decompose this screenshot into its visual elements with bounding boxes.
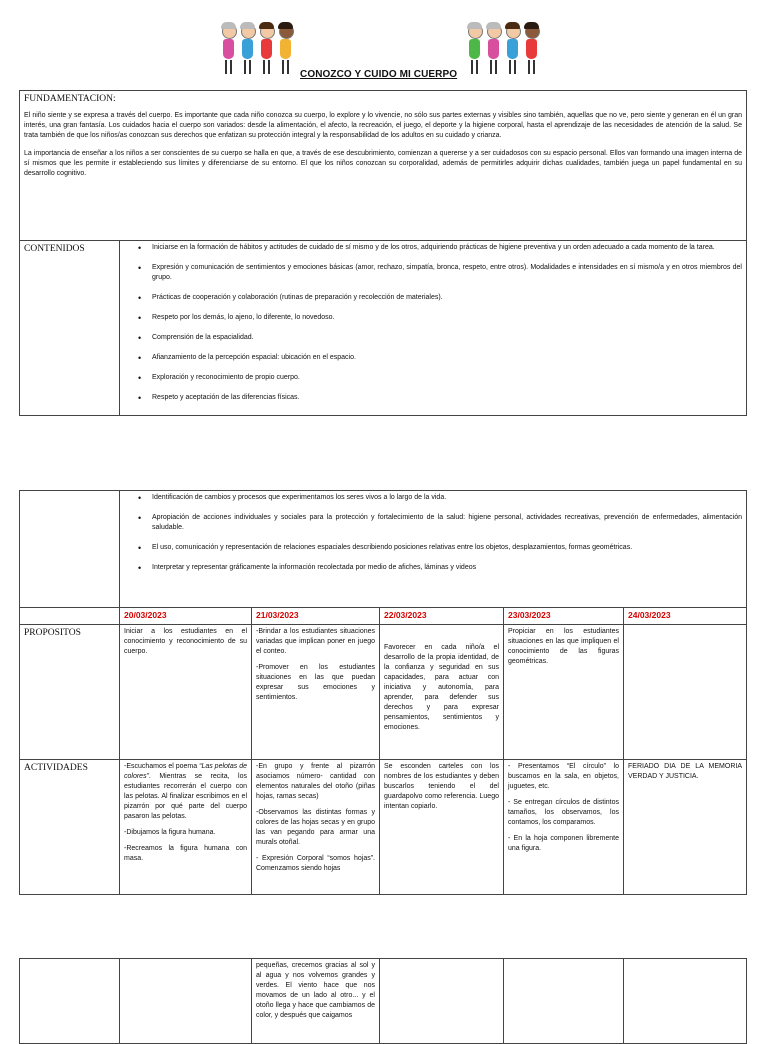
proposito-text: Iniciar a los estudiantes en el conocimiento y reconocimiento de su cuerpo. bbox=[124, 628, 247, 655]
child-figure bbox=[220, 24, 237, 80]
contenidos-cell bbox=[120, 241, 747, 416]
contenidos-label: CONTENIDOS bbox=[20, 241, 120, 416]
actividad-text: - Se entregan círculos de distintos tamaños, los observamos, los contamos, los comparamos. bbox=[508, 799, 619, 826]
actividad-text: - Presentamos “El círculo” lo buscamos en la sala, en objetos, juguetes, etc. bbox=[508, 763, 619, 790]
actividad-text: FERIADO DIA DE LA MEMORIA VERDAD Y JUSTICIA. bbox=[628, 763, 742, 780]
empty-cell bbox=[504, 959, 624, 1044]
actividad-cell bbox=[380, 760, 504, 895]
proposito-cell bbox=[380, 625, 504, 760]
empty-date-label bbox=[20, 608, 120, 625]
list-item: • Iniciarse en la formación de hábitos y actitudes de cuidado de sí mismo y de los otros, adquiriendo prácticas de higiene preventiva y un orden adecuado a cada momento de la tarea. bbox=[152, 243, 742, 253]
actividad-text: Se esconden carteles con los nombres de los estudiantes y deben buscarlos teniendo el del guardapolvo como referencia. Luego intentan copiarlo. bbox=[384, 763, 499, 810]
list-item: • Interpretar y representar gráficamente la información recolectada por medio de afiches, láminas y videos bbox=[152, 563, 742, 573]
list-item: • Afianzamiento de la percepción espacial: ubicación en el espacio. bbox=[152, 353, 742, 363]
page-title: CONOZCO Y CUIDO MI CUERPO bbox=[300, 69, 458, 80]
child-figure bbox=[258, 24, 275, 80]
empty-cell bbox=[380, 959, 504, 1044]
child-figure bbox=[239, 24, 256, 80]
fundamentacion-paragraph: La importancia de enseñar a los niños a ser conscientes de su cuerpo se halla en que, a través de ese descubrimiento, comienzan a quererse y a ser cuidadosos con su espacio personal. Ellos van formando una imagen interna de sí mismos que les permite ir estableciendo sus límites y diferenciarse de su entorno. El que los niños conozcan su corporalidad, además de permitirles adquirir dichas cualidades, también juega un papel fundamental en su desarrollo cognitivo. bbox=[24, 150, 742, 177]
actividad-text: pequeñas, crecemos gracias al sol y al agua y nos volvemos grandes y verdes. El viento hace que nos movamos de un lado al otro... y el otoño llega y hace que cambiamos de color, y después que caigamos bbox=[256, 962, 375, 1019]
actividades-label: ACTIVIDADES bbox=[20, 760, 120, 895]
date-header: 20/03/2023 bbox=[120, 608, 252, 625]
actividad-text: - En la hoja componen libremente una figura. bbox=[508, 835, 619, 852]
planning-table-2 bbox=[19, 490, 747, 895]
proposito-cell bbox=[504, 625, 624, 760]
proposito-cell bbox=[624, 625, 747, 760]
child-figure bbox=[485, 24, 502, 80]
poem-title: “Las pelotas de colores” bbox=[124, 763, 247, 780]
empty-cell bbox=[120, 959, 252, 1044]
list-item: • Exploración y reconocimiento de propio cuerpo. bbox=[152, 373, 742, 383]
empty-cell bbox=[624, 959, 747, 1044]
proposito-text: -Promover en los estudiantes situaciones en las que puedan expresar sus emociones y sentimientos. bbox=[256, 664, 375, 701]
child-figure bbox=[277, 24, 294, 80]
proposito-cell bbox=[252, 625, 380, 760]
proposito-text: Propiciar en los estudiantes situaciones en las que impliquen el conocimiento de las figuras geométricas. bbox=[508, 628, 619, 665]
date-header: 21/03/2023 bbox=[252, 608, 380, 625]
list-item: • El uso, comunicación y representación de relaciones espaciales describiendo posiciones relativas entre los objetos, desplazamientos, formas geométricas. bbox=[152, 543, 742, 553]
date-header: 22/03/2023 bbox=[380, 608, 504, 625]
actividad-text bbox=[124, 762, 247, 822]
child-figure bbox=[466, 24, 483, 80]
empty-label-cell bbox=[20, 959, 120, 1044]
actividad-cell bbox=[252, 760, 380, 895]
actividad-text: -Recreamos la figura humana con masa. bbox=[124, 845, 247, 862]
actividad-text: -En grupo y frente al pizarrón asociamos número- cantidad con elementos naturales del otoño (piñas hojas, ramas secas) bbox=[256, 763, 375, 800]
planning-table-3 bbox=[19, 958, 747, 1044]
child-figure bbox=[504, 24, 521, 80]
contenidos-continued-list bbox=[124, 493, 742, 573]
actividad-text-end: . Mientras se recita, los estudiantes recorrerán el cuerpo con las pelotas. Al finalizar escribimos en el pizarrón por qué parte del cuerpo pasaron las pelotas. bbox=[124, 773, 247, 820]
date-header: 24/03/2023 bbox=[624, 608, 747, 625]
kids-illustration-left bbox=[220, 24, 294, 80]
actividad-cell bbox=[120, 760, 252, 895]
actividad-text: -Dibujamos la figura humana. bbox=[124, 829, 216, 836]
empty-label-cell bbox=[20, 491, 120, 608]
planning-table-1 bbox=[19, 90, 747, 416]
contenidos-continued-cell bbox=[120, 491, 747, 608]
list-item: • Prácticas de cooperación y colaboración (rutinas de preparación y recolección de materiales). bbox=[152, 293, 742, 303]
proposito-text: Favorecer en cada niño/a el desarrollo de la propia identidad, de la confianza y seguridad en sus capacidades, para actuar con iniciativa y autonomía, para aprender, para defender sus derechos y para expresar pensamientos, sentimientos y emociones. bbox=[384, 644, 499, 731]
actividad-continuation-cell bbox=[252, 959, 380, 1044]
contenidos-list bbox=[124, 243, 742, 403]
actividad-cell bbox=[624, 760, 747, 895]
actividad-text: -Observamos las distintas formas y colores de las hojas secas y en grupo las van pegando para armar una murals otoñal. bbox=[256, 809, 375, 846]
child-figure bbox=[523, 24, 540, 80]
list-item: • Respeto por los demás, lo ajeno, lo diferente, lo novedoso. bbox=[152, 313, 742, 323]
actividad-cell bbox=[504, 760, 624, 895]
list-item: • Identificación de cambios y procesos que experimentamos los seres vivos a lo largo de la vida. bbox=[152, 493, 742, 503]
actividad-text: - Expresión Corporal “somos hojas”. Comenzamos siendo hojas bbox=[256, 855, 375, 872]
propositos-label: PROPOSITOS bbox=[20, 625, 120, 760]
fundamentacion-paragraph: El niño siente y se expresa a través del cuerpo. Es importante que cada niño conozca su cuerpo, lo explore y lo vivencie, no sólo sus partes externas y visibles sino también, aquellas que no ve, pero siente y generan en él un gran interés, una gran fantasía. Los cuidados hacia el cuerpo son variados: desde la alimentación, el afecto, la recreación, el juego, el deporte y la higiene corporal, hasta el aprendizaje de las necesidades de atención de la salud. Se trata también de que los niños/as conozcan sus derechos que enfatizan su protección integral y la responsabilidad de los adultos en su cuidado y crianza. bbox=[24, 112, 742, 139]
list-item: • Expresión y comunicación de sentimientos y emociones básicas (amor, rechazo, simpatía, bronca, respeto, entre otros). Modalidades e intensidades en sí mismo/a y en otros miembros del grupo. bbox=[152, 263, 742, 283]
list-item: • Respeto y aceptación de las diferencias físicas. bbox=[152, 393, 742, 403]
list-item: • Comprensión de la espacialidad. bbox=[152, 333, 742, 343]
date-header: 23/03/2023 bbox=[504, 608, 624, 625]
kids-illustration-right bbox=[466, 24, 540, 80]
proposito-cell bbox=[120, 625, 252, 760]
list-item: • Apropiación de acciones individuales y sociales para la protección y fortalecimiento de la salud: higiene personal, actividades recreativas, prevención de enfermedades, alimentación saludable. bbox=[152, 513, 742, 533]
fundamentacion-cell bbox=[20, 91, 747, 241]
fundamentacion-label: FUNDAMENTACION: bbox=[24, 94, 116, 104]
actividad-text-start: -Escuchamos el poema bbox=[124, 763, 200, 770]
proposito-text: -Brindar a los estudiantes situaciones variadas que implican poner en juego el conteo. bbox=[256, 628, 375, 655]
